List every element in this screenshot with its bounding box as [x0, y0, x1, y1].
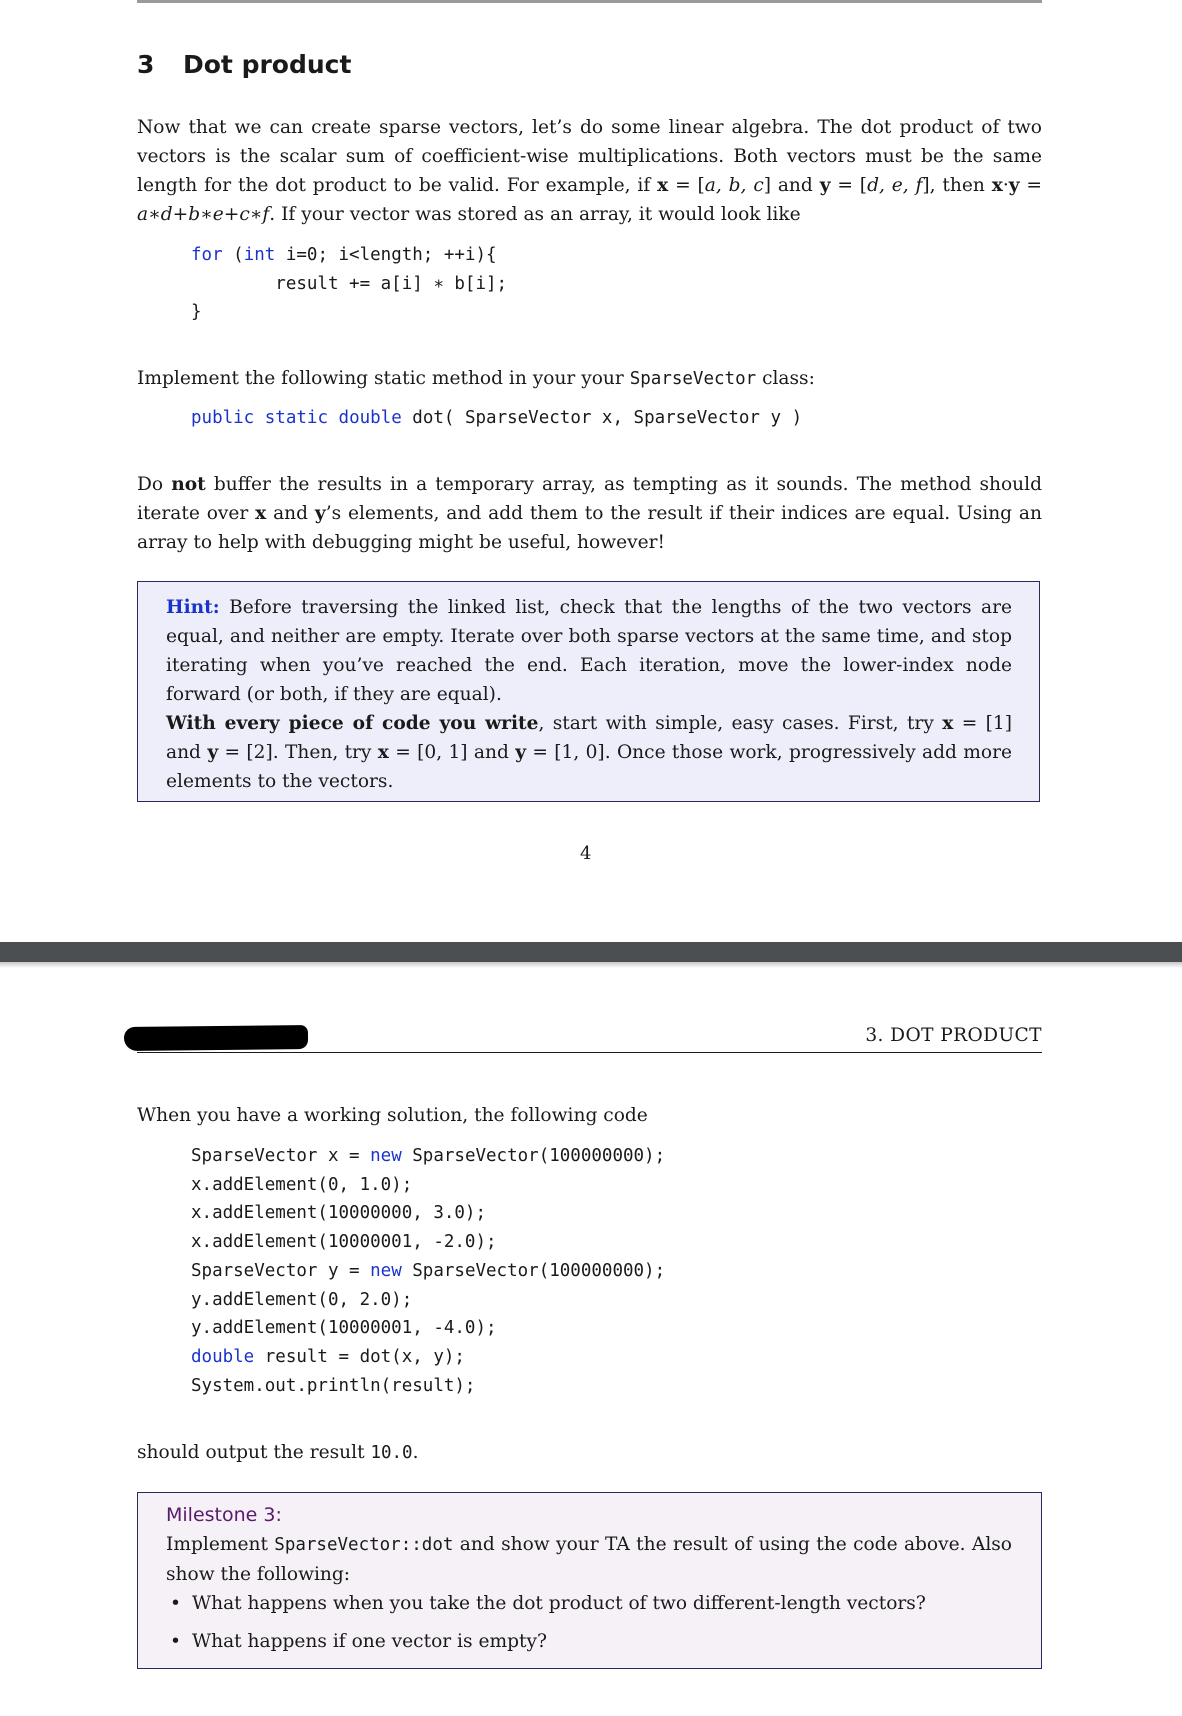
- code-line: [191, 1343, 665, 1372]
- code-token: (: [222, 245, 244, 265]
- list-item-text: What happens if one vector is empty?: [192, 1631, 547, 1652]
- list-item: [166, 1623, 926, 1661]
- buffer-text-1: Do: [137, 474, 172, 495]
- milestone-box: [137, 1492, 1042, 1669]
- output-paragraph: [137, 1438, 1042, 1468]
- vector-y: y: [515, 742, 527, 763]
- intro-paragraph: [137, 113, 1042, 229]
- code-token: result = dot(x, y);: [254, 1346, 465, 1367]
- milestone-list: [166, 1585, 926, 1661]
- code-line: System.out.println(result);: [191, 1375, 476, 1396]
- intro-text-2: ] and: [763, 175, 820, 196]
- math-abc: a, b, c: [704, 175, 764, 196]
- keyword-int: int: [243, 245, 276, 265]
- keyword-public: public: [191, 408, 255, 428]
- running-head: 3. DOT PRODUCT: [865, 1025, 1042, 1046]
- loop-code-block: [191, 241, 507, 327]
- code-line: x.addElement(0, 1.0);: [191, 1174, 413, 1195]
- math-def: d, e, f: [867, 175, 923, 196]
- bullet-icon: •: [170, 1631, 181, 1652]
- keyword-double: double: [191, 1346, 255, 1367]
- equals: =: [1019, 175, 1043, 196]
- vector-y: y: [1008, 175, 1020, 196]
- output-text: should output the result: [137, 1442, 371, 1463]
- code-token: SparseVector(100000000);: [401, 1260, 666, 1281]
- code-token: SparseVector y =: [191, 1260, 371, 1281]
- buffer-text-2: buffer the results in a temporary array, as tempting as it sounds. The method should iterate over: [137, 474, 1043, 524]
- dot-operator: ·: [1002, 175, 1009, 196]
- implement-text: Implement the following static method in your your: [137, 368, 630, 389]
- code-line: [191, 1257, 665, 1286]
- hint-paragraph-2: [166, 709, 1012, 796]
- code-line: [191, 241, 507, 270]
- example-code-block: [191, 1142, 665, 1400]
- code-token: SparseVector(100000000);: [401, 1146, 666, 1166]
- buffer-paragraph: [137, 470, 1042, 557]
- vector-x: x: [255, 503, 267, 524]
- milestone-text-2: and show your TA the result of using the code above. Also show the following:: [166, 1534, 1013, 1585]
- list-item: [166, 1585, 926, 1623]
- implement-paragraph: [137, 364, 1042, 394]
- milestone-text: [166, 1530, 1012, 1589]
- code-line: x.addElement(10000000, 3.0);: [191, 1203, 487, 1224]
- hint-value: = [1, 0]. Once those work, progressively add more elements to the vectors.: [166, 742, 1013, 792]
- list-item-text: What happens when you take the dot product of two different-length vectors?: [192, 1593, 926, 1614]
- vector-y: y: [819, 175, 831, 196]
- vector-x: x: [942, 713, 954, 734]
- hint-value: = [2]. Then, try: [218, 742, 378, 763]
- hint-paragraph: [166, 593, 1012, 709]
- hint-text-2: , start with simple, easy cases. First, try: [538, 713, 943, 734]
- implement-text-2: class:: [756, 368, 815, 389]
- hint-bold: With every piece of code you write: [166, 713, 539, 734]
- header-rule: [137, 1052, 1042, 1053]
- milestone-title: Milestone 3:: [166, 1504, 282, 1526]
- buffer-text-4: ’s elements, and add them to the result if their indices are equal. Using an array to help with debugging might be useful, however!: [137, 503, 1042, 553]
- code-line: result += a[i] ∗ b[i];: [191, 273, 508, 294]
- buffer-text-3: and: [266, 503, 315, 524]
- milestone-code: SparseVector::dot: [274, 1535, 454, 1555]
- bullet-icon: •: [170, 1593, 181, 1614]
- page-number: 4: [580, 843, 592, 864]
- hint-value: = [1] and: [166, 713, 1012, 763]
- code-line: y.addElement(0, 2.0);: [191, 1289, 413, 1310]
- math-expression: a∗d+b∗e+c∗f: [137, 204, 270, 225]
- class-name: SparseVector: [629, 369, 757, 389]
- emphasis-not: not: [171, 474, 206, 495]
- top-rule: [137, 0, 1042, 3]
- redaction-mark: [124, 1025, 308, 1051]
- section-number: 3: [137, 50, 155, 79]
- code-line: [191, 1142, 665, 1171]
- hint-label: Hint:: [166, 597, 220, 618]
- page-divider-shadow: [0, 962, 1182, 968]
- output-value: 10.0: [370, 1443, 413, 1463]
- vector-y: y: [314, 503, 326, 524]
- intro-text-3: ], then: [922, 175, 992, 196]
- code-line: x.addElement(10000001, -2.0);: [191, 1232, 497, 1253]
- method-signature: [191, 404, 802, 433]
- vector-x: x: [991, 175, 1003, 196]
- code-line: }: [191, 302, 202, 323]
- working-paragraph: When you have a working solution, the following code: [137, 1105, 648, 1126]
- hint-value: = [0, 1] and: [388, 742, 516, 763]
- signature-rest: dot( SparseVector x, SparseVector y ): [401, 408, 803, 428]
- keyword-double: double: [338, 408, 402, 428]
- equals: = [: [830, 175, 868, 196]
- milestone-text-1: Implement: [166, 1534, 275, 1555]
- hint-box: [137, 581, 1040, 802]
- code-line: y.addElement(10000001, -4.0);: [191, 1318, 497, 1339]
- vector-x: x: [657, 175, 669, 196]
- intro-text-4: . If your vector was stored as an array, it would look like: [269, 204, 801, 225]
- code-token: SparseVector x =: [191, 1146, 371, 1166]
- section-heading: [137, 50, 351, 79]
- keyword-for: for: [191, 245, 223, 265]
- vector-y: y: [207, 742, 219, 763]
- vector-x: x: [377, 742, 389, 763]
- keyword-static: static: [264, 408, 328, 428]
- page-divider: [0, 942, 1182, 962]
- code-token: i=0; i<length; ++i){: [275, 245, 497, 265]
- output-period: .: [412, 1442, 419, 1463]
- hint-text: Before traversing the linked list, check that the lengths of the two vectors are equal, and neither are empty. Iterate over both sparse vectors at the same time, and stop iterating when you’ve reached the end. Each iteration, move the lower-index node forward (or both, if they are equal).: [166, 597, 1012, 705]
- equals: = [: [668, 175, 705, 196]
- section-title: Dot product: [183, 50, 352, 79]
- keyword-new: new: [370, 1146, 402, 1166]
- intro-text-1: Now that we can create sparse vectors, let’s do some linear algebra. The dot product of two vectors is the scalar sum of coefficient-wise multiplications. Both vectors must be the same length for the dot product to be valid. For example, if: [137, 117, 1042, 196]
- keyword-new: new: [370, 1260, 402, 1281]
